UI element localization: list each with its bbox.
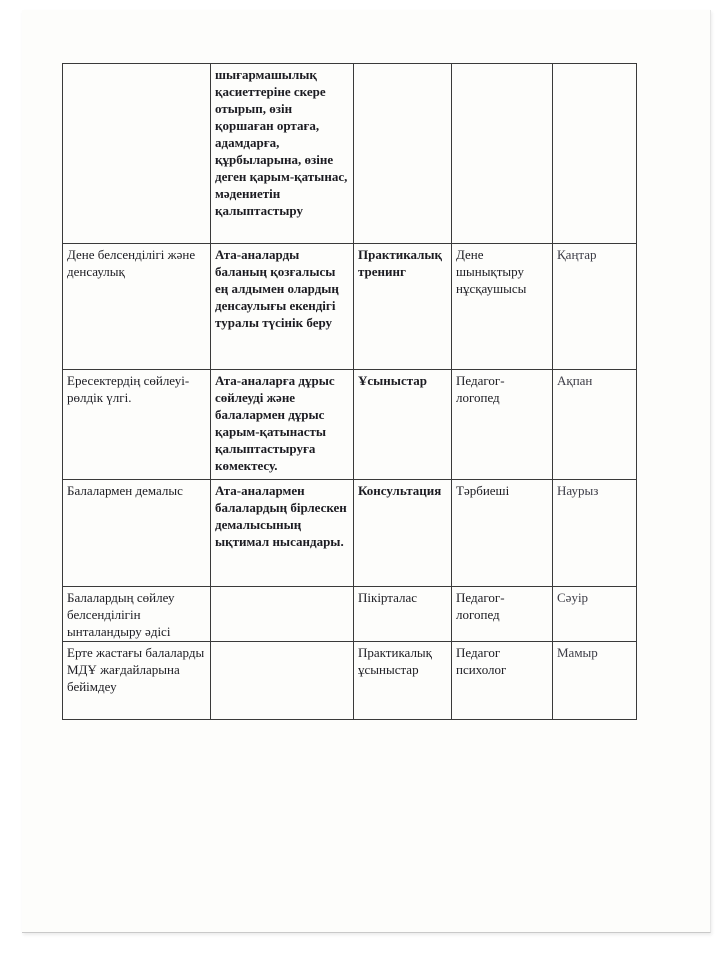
responsible-cell: Дене шынықтыру нұсқаушысы: [452, 244, 553, 370]
table-row: [63, 370, 637, 480]
goal-cell: Ата-аналармен балалардың бірлескен демалысының ықтимал нысандары.: [211, 480, 354, 587]
topic-cell: Балалармен демалыс: [63, 480, 211, 587]
table-row: [63, 587, 637, 642]
table-row: [63, 642, 637, 720]
month-cell: [553, 64, 637, 244]
month-cell: Сәуір: [553, 587, 637, 642]
responsible-cell: Педагог-логопед: [452, 587, 553, 642]
goal-cell: [211, 642, 354, 720]
form-cell: Практикалық тренинг: [354, 244, 452, 370]
form-cell: Ұсыныстар: [354, 370, 452, 480]
responsible-cell: [452, 64, 553, 244]
goal-cell: [211, 587, 354, 642]
month-cell: Қаңтар: [553, 244, 637, 370]
topic-cell: Дене белсенділігі және денсаулық: [63, 244, 211, 370]
goal-cell: Ата-аналарды баланың қозғалысы ең алдымен олардың денсаулығы екендігі туралы түсінік беру: [211, 244, 354, 370]
topic-cell: Балалардың сөйлеу белсенділігін ынталандыру әдісі: [63, 587, 211, 642]
table-row: [63, 244, 637, 370]
goal-cell: Ата-аналарға дұрыс сөйлеуді және балалармен дұрыс қарым-қатынасты қалыптастыруға көмектесу.: [211, 370, 354, 480]
goal-cell: шығармашылық қасиеттеріне скере отырып, өзін қоршаған ортаға, адамдарға, құрбыларына, өзіне деген қарым-қатынас, мәдениетін қалыптастыру: [211, 64, 354, 244]
responsible-cell: Тәрбиеші: [452, 480, 553, 587]
topic-cell: Ересектердің сөйлеуі-рөлдік үлгі.: [63, 370, 211, 480]
schedule-table: [62, 63, 637, 720]
month-cell: Наурыз: [553, 480, 637, 587]
form-cell: Консультация: [354, 480, 452, 587]
month-cell: Ақпан: [553, 370, 637, 480]
responsible-cell: Педагог психолог: [452, 642, 553, 720]
topic-cell: Ерте жастағы балаларды МДҰ жағдайларына бейімдеу: [63, 642, 211, 720]
form-cell: Практикалық ұсыныстар: [354, 642, 452, 720]
table-row: [63, 480, 637, 587]
responsible-cell: Педагог-логопед: [452, 370, 553, 480]
topic-cell: [63, 64, 211, 244]
form-cell: [354, 64, 452, 244]
table-row: [63, 64, 637, 244]
form-cell: Пікірталас: [354, 587, 452, 642]
month-cell: Мамыр: [553, 642, 637, 720]
